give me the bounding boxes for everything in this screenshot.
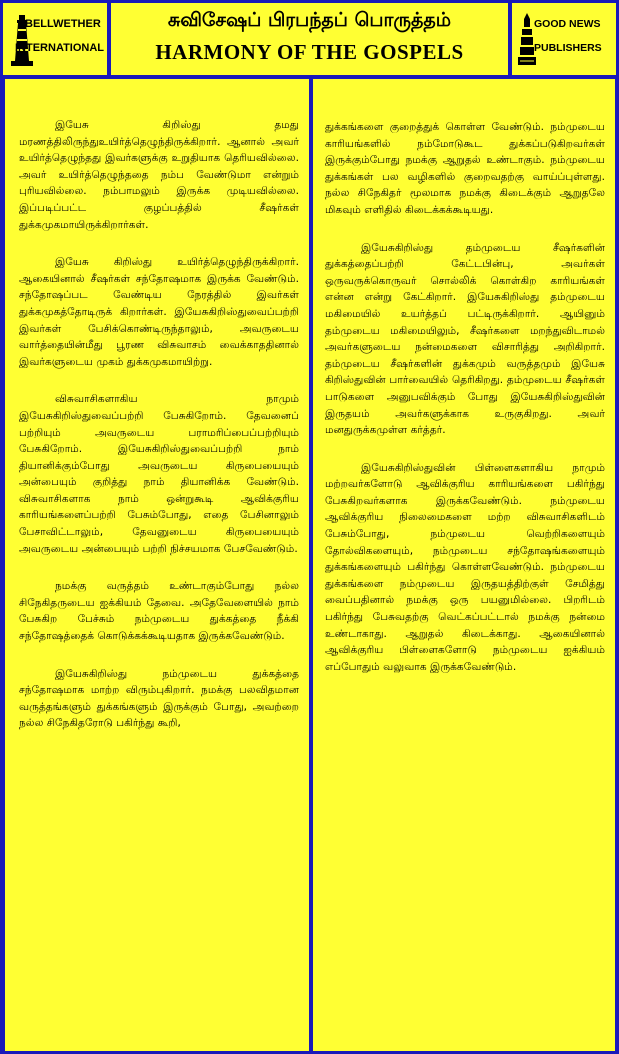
good-news-line1: GOOD NEWS: [534, 18, 601, 30]
title-box: [111, 3, 508, 75]
left-paragraph-4: நமக்கு வருத்தம் உண்டாகும்போது நல்ல சிநேகிதருடைய ஐக்கியம் தேவை. அதேவேளையில் நாம் பேசுகிற பேச்சும் நம்முடைய துக்கத்தை நீக்கி சந்தோஷத்தைக் கொடுக்கக்கூடியதாக இருக்கவேண்டும்.: [19, 580, 299, 643]
right-paragraph-3: இயேசுகிறிஸ்துவின் பிள்ளைகளாகிய நாமும் மற்றவர்களோடு ஆவிக்குரிய காரியங்களை பகிர்ந்து பேசுகிறவர்களாக இருக்கவேண்டும். நம்முடைய ஆவிக்குரிய நிலைமைகளை மற்ற விசுவாசிகளிடம் பேசும்போது, நம்முடைய வெற்றிகளையும் தோல்விகளையும், நம்முடைய சந்தோஷங்களையும் துக்கங்களையும் பகிர்ந்து கொள்ளவேண்டும். நம்முடைய துக்கங்களை நம்முடைய இருதயத்திற்குள் சேமித்து வைப்பதினால் நமக்கு ஒரு பயனுமில்லை. பிறரிடம் பகிர்ந்து பேசுவதற்கு வெட்கப்பட்டால் நமக்கு நன்மை உண்டாகாது. ஆறுதல் கிடைக்காது. ஆகையினால் ஆவிக்குரிய பிள்ளைகளோடு நம்முடைய ஐக்கியம் எப்போதும் வலுவாக இருக்கவேண்டும்.: [325, 461, 605, 673]
left-paragraph-1: இயேசு கிறிஸ்து தமது மரணத்திலிருந்துஉயிர்த்தெழுந்திருக்கிறார். ஆனால் அவர் உயிர்த்தெழுந்தது இவர்களுக்கு உறுதியாக தெரியவில்லை. அவர் உயிர்த்தெழுந்ததை நம்ப வேண்டுமா என்றும் புரியவில்லை. நம்பாமலும் இருக்க முடியவில்லை. இப்படிப்பட்ட குழப்பத்தில் சீஷர்கள் துக்கமுகமாயிருக்கிறார்கள்.: [19, 119, 299, 231]
right-column: [313, 79, 615, 1051]
title-english: HARMONY OF THE GOSPELS: [155, 40, 464, 64]
left-paragraph-2: இயேசு கிறிஸ்து உயிர்த்தெழுந்திருக்கிறார். ஆகையினால் சீஷர்கள் சந்தோஷமாக இருக்க வேண்டும். சந்தோஷப்பட வேண்டிய நேரத்தில் இவர்கள் துக்கமுகத்தோடிருக் கிறார்கள். இயேசுகிறிஸ்துவைப்பற்றி இவர்கள் பேசிக்கொண்டிருந்தாலும், அவருடைய வார்த்தையின்மீது பூரண விசுவாசம் வைக்காததினால் இவர்களுடைய முகம் துக்கமுகமாயிற்று.: [19, 256, 299, 368]
good-news-logo: [512, 3, 616, 75]
left-paragraph-5: இயேசுகிறிஸ்து நம்முடைய துக்கத்தை சந்தோஷமாக மாற்ற விரும்புகிறார். நமக்கு பலவிதமான வருத்தங்களும் துக்கங்களும் இருக்கும் போது, அவற்றை நல்ல சிநேகிதரோடு பகிர்ந்து கூறி,: [19, 667, 299, 730]
bellwether-logo: [3, 3, 107, 75]
bellwether-line2: INTERNATIONAL: [15, 42, 105, 54]
good-news-line2: PUBLISHERS: [534, 42, 602, 54]
left-paragraph-3: விசுவாசிகளாகிய நாமும் இயேசுகிறிஸ்துவைப்பற்றி பேசுகிறோம். தேவனைப் பற்றியும் அவருடைய பராமரிப்பைப்பற்றியும் பேசுகிறோம். இயேசுகிறிஸ்துவைப்பற்றி நாம் தியானிக்கும்போது அவருடைய கிருபையையும் அன்பையும் குறித்து நாம் தியானிக்க வேண்டும். விசுவாசிகளாக நாம் ஒன்றுகூடி ஆவிக்குரிய காரியங்களைப்பற்றி பேசும்போது, எதை பேசினாலும் பேசாவிட்டாலும், தேவனுடைய கிருபையையும் அவருடைய அன்பையும் பற்றி நிச்சயமாக பேசவேண்டும்.: [19, 393, 299, 555]
title-tamil: சுவிசேஷப் பிரபந்தப் பொருத்தம்: [167, 9, 452, 31]
left-column: [5, 79, 309, 1051]
right-paragraph-1: துக்கங்களை குறைத்துக் கொள்ள வேண்டும். நம்முடைய காரியங்களில் நம்மோடுகூட துக்கப்படுகிறவர்கள் இருக்கும்போது நமக்கு ஆறுதல் உண்டாகும். நம்முடைய துக்கங்கள் பல வழிகளில் குறைவதற்கு வாய்ப்புள்ளது. நல்ல சிநேகிதர் மூலமாக நமக்கு கிடைக்கும் ஆறுதலே மிகவும் எளிதில் கிடைக்கக்கூடியது.: [325, 121, 605, 216]
bellwether-line1: BELLWETHER: [25, 18, 101, 30]
header-bar: [3, 3, 616, 75]
right-paragraph-2: இயேசுகிறிஸ்து தம்முடைய சீஷர்களின் துக்கத்தைப்பற்றி கேட்டபின்பு, அவர்கள் ஒருவருக்கொருவர் சொல்லிக் கொள்கிற காரியங்கள் என்ன என்று கேட்கிறார். இயேசுகிறிஸ்து தம்முடைய மகிமையில் உயர்த்தப் பட்டிருக்கிறார். ஆயினும் தம்முடைய மகிமையிலும், சீஷர்களை மறந்துவிடாமல் அவர்களுடைய நன்மைகளை விசாரித்து அறிகிறார். தம்முடைய சீஷர்களின் துக்கமும் வருத்தமும் இயேசு கிறிஸ்துவின் பார்வையில் தெரிகிறது. தம்முடைய சீஷர்கள் பாடுகளை அனுபவிக்கும் போது இயேசுகிறிஸ்துவின் இருதயம் அவர்களுக்காக உருகுகிறது. அவர் மனதுருக்கமுள்ள கர்த்தர்.: [325, 241, 605, 437]
